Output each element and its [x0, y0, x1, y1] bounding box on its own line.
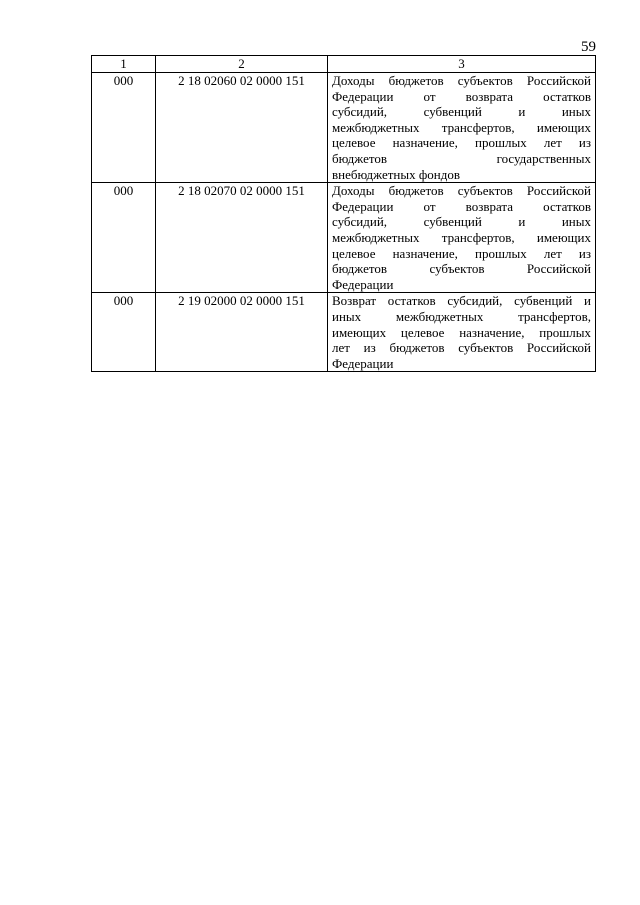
table-row — [92, 183, 596, 293]
revenue-name-line: внебюджетных фондов — [332, 166, 460, 182]
revenue-name-line: Федерации от возврата остатков — [332, 88, 591, 104]
revenue-name-line: Доходы бюджетов субъектов Российской — [332, 183, 591, 199]
revenue-name-line: Федерации — [332, 355, 394, 371]
revenue-name-line: Доходы бюджетов субъектов Российской — [332, 73, 591, 88]
budget-classification-table — [91, 55, 596, 372]
revenue-name-line: лет из бюджетов субъектов Российской — [332, 340, 591, 356]
column-header-2: 2 — [156, 56, 328, 73]
revenue-name-line: бюджетов субъектов Российской — [332, 261, 591, 277]
revenue-name-line: субсидий, субвенций и иных — [332, 104, 591, 120]
revenue-name-line: имеющих целевое назначение, прошлых — [332, 324, 591, 340]
page-number: 59 — [581, 39, 596, 55]
revenue-name-line: целевое назначение, прошлых лет из — [332, 135, 591, 151]
revenue-name-line: субсидий, субвенций и иных — [332, 214, 591, 230]
revenue-name-line: целевое назначение, прошлых лет из — [332, 245, 591, 261]
revenue-name-line: иных межбюджетных трансфертов, — [332, 308, 591, 324]
table-header-row — [92, 56, 596, 73]
revenue-name-line: бюджетов государственных — [332, 150, 591, 166]
admin-code-cell: 000 — [92, 73, 156, 183]
revenue-name-line: межбюджетных трансфертов, имеющих — [332, 229, 591, 245]
revenue-name-cell — [328, 73, 596, 183]
admin-code-cell: 000 — [92, 293, 156, 372]
revenue-name-line: Возврат остатков субсидий, субвенций и — [332, 293, 591, 309]
table-row — [92, 73, 596, 183]
column-header-3: 3 — [328, 56, 596, 73]
column-header-1: 1 — [92, 56, 156, 73]
revenue-name-line: Федерации — [332, 276, 394, 292]
budget-code-cell: 2 18 02060 02 0000 151 — [156, 73, 328, 183]
revenue-name-cell — [328, 293, 596, 372]
revenue-name-line: межбюджетных трансфертов, имеющих — [332, 119, 591, 135]
admin-code-cell: 000 — [92, 183, 156, 293]
revenue-name-cell — [328, 183, 596, 293]
budget-code-cell: 2 19 02000 02 0000 151 — [156, 293, 328, 372]
revenue-name-line: Федерации от возврата остатков — [332, 198, 591, 214]
budget-code-cell: 2 18 02070 02 0000 151 — [156, 183, 328, 293]
table-row — [92, 293, 596, 372]
